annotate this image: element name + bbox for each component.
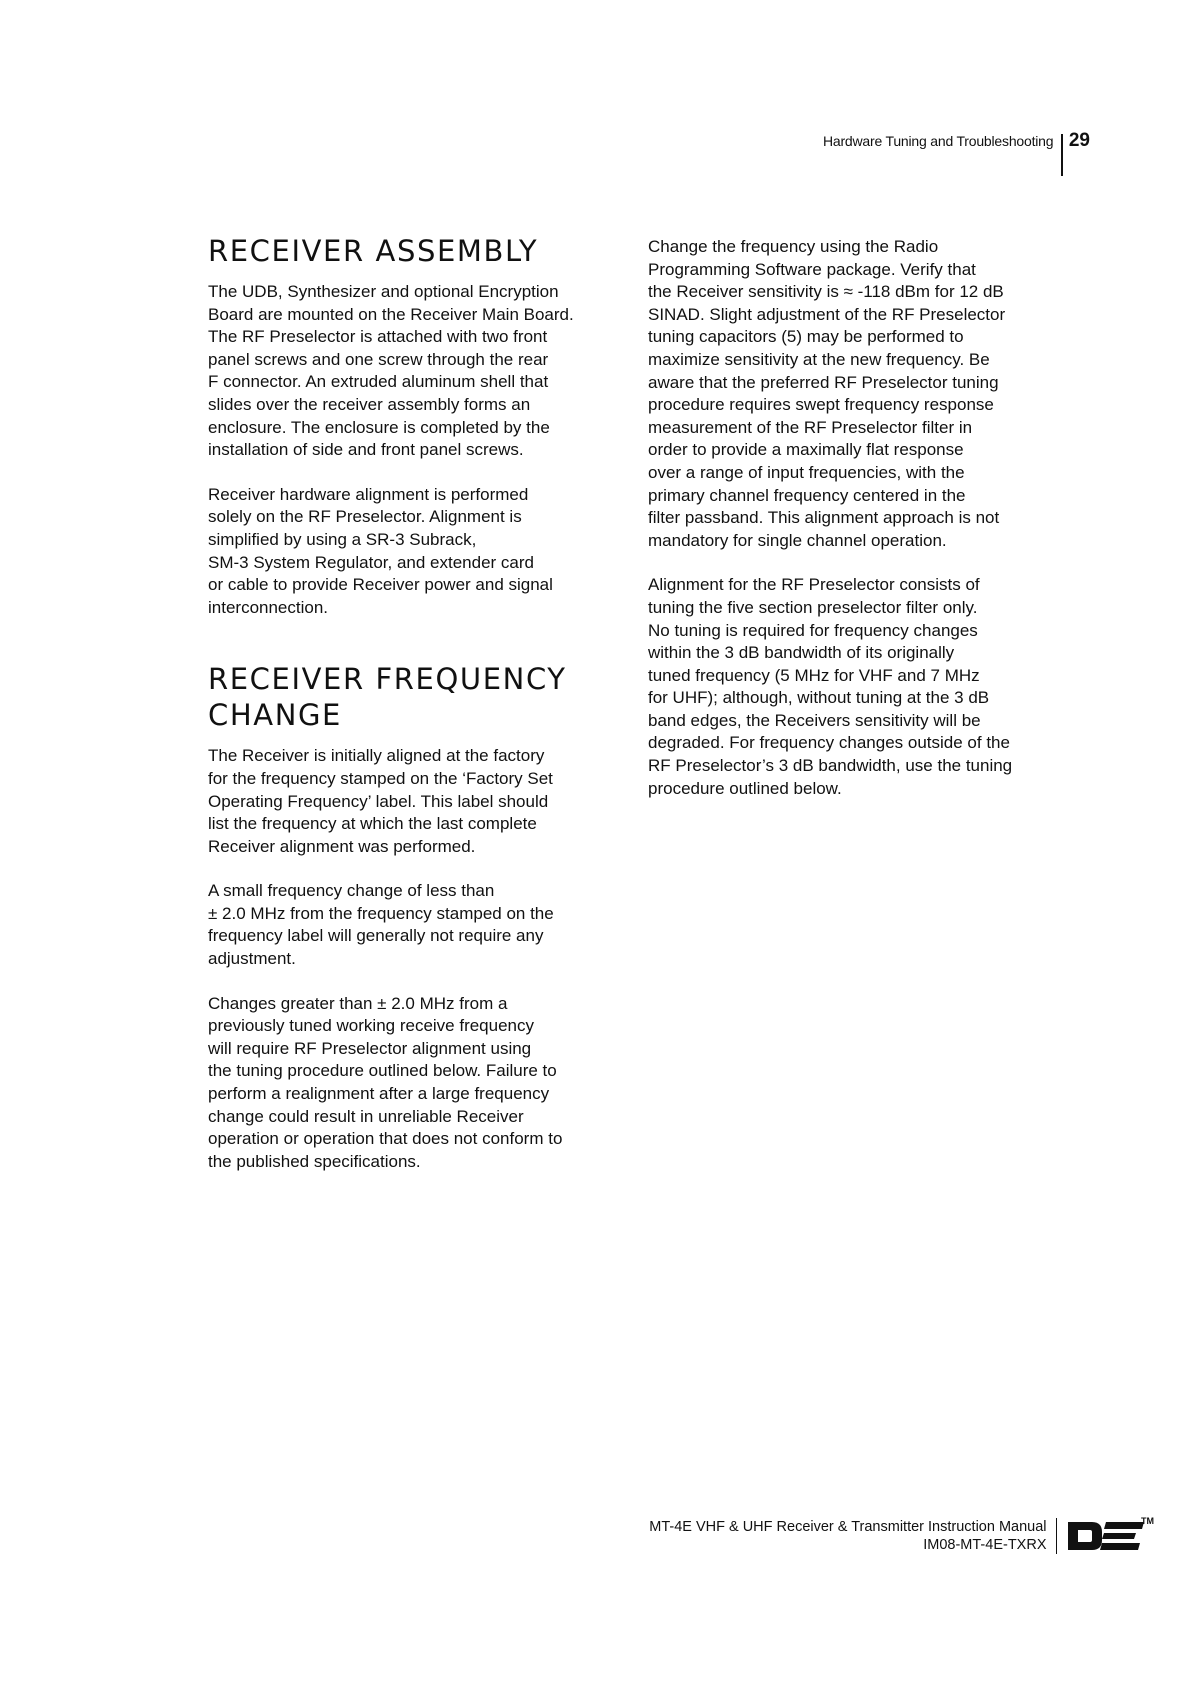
line: ± 2.0 MHz from the frequency stamped on the [208, 903, 554, 923]
heading-line: CHANGE [208, 698, 342, 733]
line: No tuning is required for frequency changes [648, 620, 978, 640]
line: procedure requires swept frequency response [648, 395, 994, 415]
line: frequency label will generally not require any [208, 926, 544, 946]
line: for the frequency stamped on the ‘Factory Set [208, 768, 553, 788]
page-number: 29 [1068, 130, 1090, 151]
section-title: Hardware Tuning and Troubleshooting [822, 133, 1054, 149]
right-column [648, 236, 1068, 800]
line: band edges, the Receivers sensitivity will be [648, 710, 981, 730]
line: tuning the five section preselector filter only. [648, 597, 978, 617]
line: perform a realignment after a large frequency [208, 1084, 550, 1104]
paragraph-factory-alignment [208, 745, 628, 858]
daniels-de-logo-icon [1066, 1516, 1154, 1554]
heading-receiver-frequency-change [208, 661, 628, 733]
line: tuning capacitors (5) may be performed to [648, 327, 964, 347]
line: panel screws and one screw through the rear [208, 349, 549, 369]
line: adjustment. [208, 949, 296, 969]
line: SINAD. Slight adjustment of the RF Preselector [648, 304, 1006, 324]
line: solely on the RF Preselector. Alignment is [208, 507, 522, 527]
line: Receiver hardware alignment is performed [208, 484, 529, 504]
document-id: IM08-MT-4E-TXRX [923, 1537, 1047, 1553]
paragraph-change-frequency [648, 236, 1068, 552]
line: Operating Frequency’ label. This label should [208, 791, 549, 811]
line: aware that the preferred RF Preselector tuning [648, 372, 999, 392]
line: SM-3 System Regulator, and extender card [208, 552, 534, 572]
line: list the frequency at which the last complete [208, 814, 537, 834]
line: will require RF Preselector alignment using [208, 1038, 532, 1058]
heading-line: RECEIVER FREQUENCY [208, 662, 567, 697]
line: simplified by using a SR-3 Subrack, [208, 529, 477, 549]
line: primary channel frequency centered in the [648, 485, 966, 505]
running-header [823, 128, 1090, 176]
line: for UHF); although, without tuning at the 3 dB [648, 688, 990, 708]
line: order to provide a maximally flat response [648, 440, 964, 460]
paragraph-large-change [208, 993, 628, 1174]
line: procedure outlined below. [648, 778, 842, 798]
line: the published specifications. [208, 1151, 421, 1171]
heading-receiver-assembly: RECEIVER ASSEMBLY [208, 234, 539, 268]
line: Changes greater than ± 2.0 MHz from a [208, 993, 508, 1013]
line: enclosure. The enclosure is completed by the [208, 417, 550, 437]
line: mandatory for single channel operation. [648, 530, 947, 550]
line: filter passband. This alignment approach is not [648, 508, 1000, 528]
line: operation or operation that does not conform to [208, 1129, 563, 1149]
line: or cable to provide Receiver power and signal [208, 575, 553, 595]
header-divider [1061, 134, 1063, 176]
line: the tuning procedure outlined below. Failure to [208, 1061, 557, 1081]
paragraph-preselector-alignment [648, 574, 1068, 800]
line: F connector. An extruded aluminum shell that [208, 372, 549, 392]
line: the Receiver sensitivity is ≈ -118 dBm for 12 dB [648, 282, 1004, 302]
paragraph-small-change [208, 880, 628, 970]
line: tuned frequency (5 MHz for VHF and 7 MHz [648, 665, 980, 685]
line: within the 3 dB bandwidth of its originally [648, 643, 955, 663]
line: Change the frequency using the Radio [648, 237, 939, 256]
footer-divider [1056, 1518, 1058, 1554]
line: degraded. For frequency changes outside of the [648, 733, 1010, 753]
line: The RF Preselector is attached with two front [208, 327, 548, 347]
logo-mark [1066, 1518, 1148, 1554]
line: over a range of input frequencies, with the [648, 462, 965, 482]
line: A small frequency change of less than [208, 881, 495, 901]
paragraph-assembly [208, 281, 628, 462]
line: RF Preselector’s 3 dB bandwidth, use the tuning [648, 756, 1013, 776]
line: interconnection. [208, 597, 329, 617]
line: measurement of the RF Preselector filter in [648, 417, 973, 437]
page-footer [649, 1516, 1154, 1554]
line: previously tuned working receive frequency [208, 1016, 535, 1036]
trademark-mark: TM [1141, 1516, 1154, 1526]
line: maximize sensitivity at the new frequency. Be [648, 349, 990, 369]
line: The Receiver is initially aligned at the factory [208, 746, 545, 766]
manual-title: MT-4E VHF & UHF Receiver & Transmitter Instruction Manual [649, 1519, 1047, 1535]
line: Receiver alignment was performed. [208, 836, 476, 856]
paragraph-alignment [208, 484, 628, 620]
footer-text [649, 1518, 1046, 1554]
line: Board are mounted on the Receiver Main Board. [208, 304, 574, 324]
line: The UDB, Synthesizer and optional Encryption [208, 282, 559, 301]
line: change could result in unreliable Receiver [208, 1106, 524, 1126]
line: Alignment for the RF Preselector consists of [648, 575, 980, 595]
line: slides over the receiver assembly forms an [208, 394, 531, 414]
left-column [208, 233, 628, 1173]
line: installation of side and front panel screws. [208, 440, 524, 460]
line: Programming Software package. Verify that [648, 259, 976, 279]
